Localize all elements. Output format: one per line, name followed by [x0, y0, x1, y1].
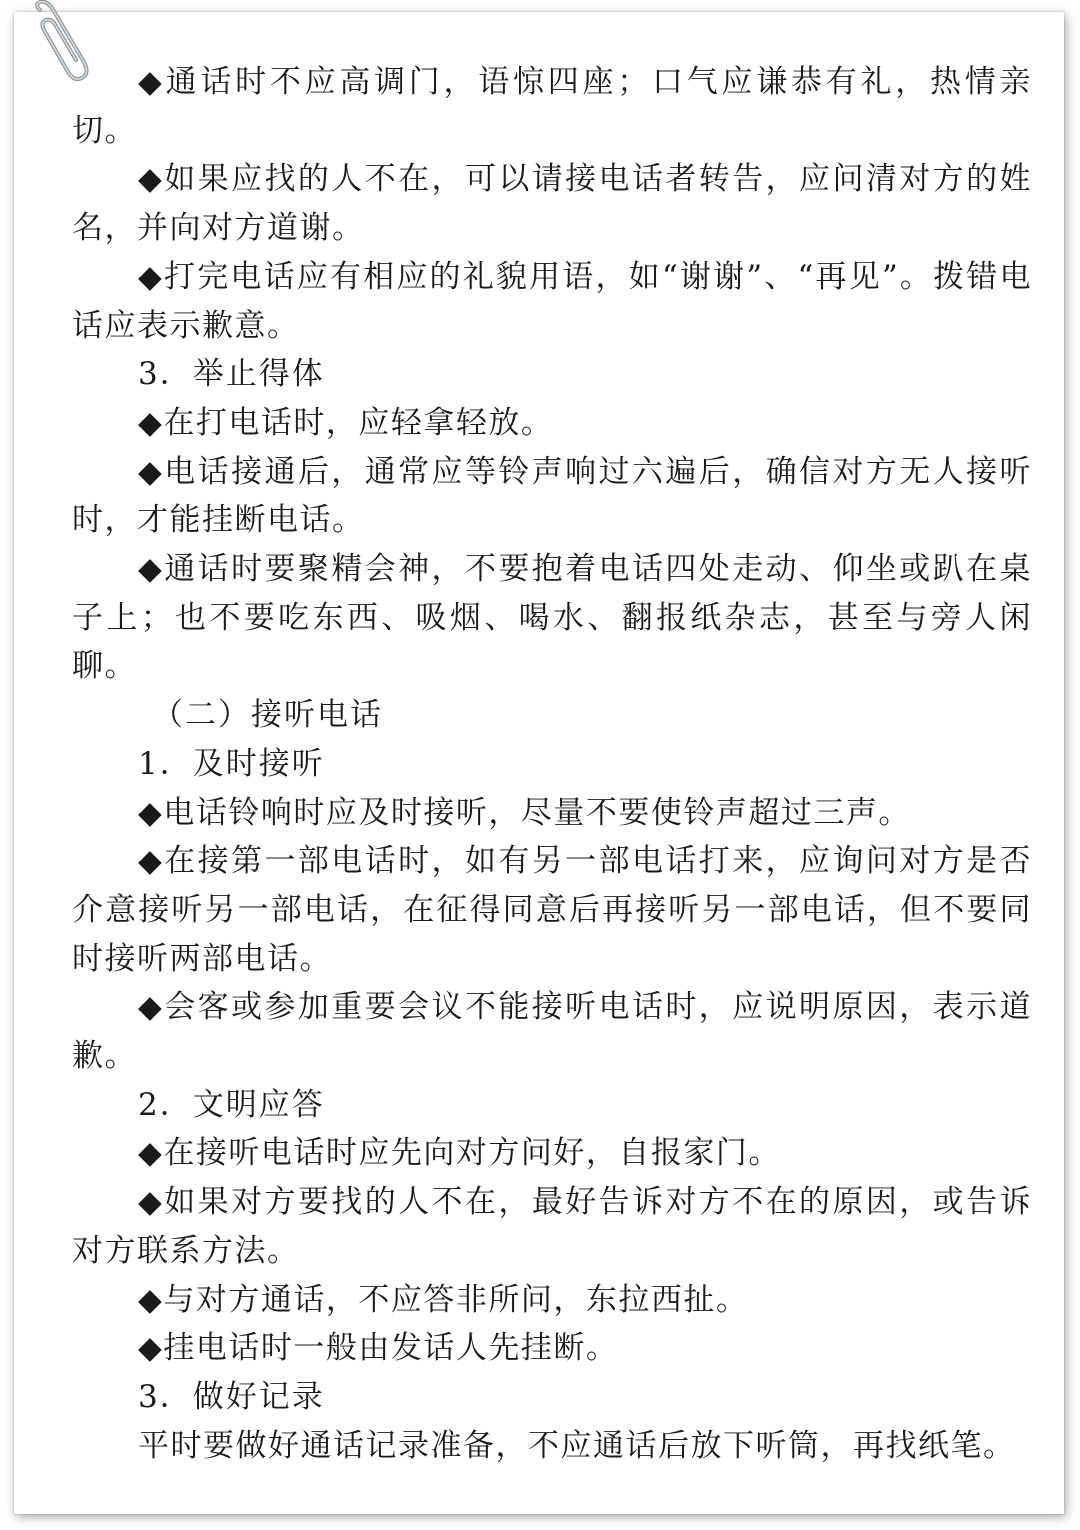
bullet-paragraph: ◆在打电话时，应轻拿轻放。: [138, 404, 554, 441]
document-body: [72, 58, 1032, 1470]
bullet-paragraph: ◆电话铃响时应及时接听，尽量不要使铃声超过三声。: [138, 794, 911, 831]
section-heading: 3．举止得体: [138, 356, 325, 393]
bullet-paragraph: ◆如果对方要找的人不在，最好告诉对方不在的原因，或告诉对方联系方法。: [72, 1184, 1032, 1269]
bullet-paragraph: ◆如果应找的人不在，可以请接电话者转告，应问清对方的姓名，并向对方道谢。: [72, 161, 1032, 247]
bullet-paragraph: ◆与对方通话，不应答非所问，东拉西扯。: [138, 1281, 749, 1318]
bullet-paragraph: ◆在接听电话时应先向对方问好，自报家门。: [138, 1135, 781, 1172]
bullet-paragraph: ◆挂电话时一般由发话人先挂断。: [138, 1330, 619, 1367]
bullet-paragraph: ◆通话时不应高调门，语惊四座；口气应谦恭有礼，热情亲切。: [72, 64, 1032, 149]
bullet-paragraph: ◆在接第一部电话时，如有另一部电话打来，应询问对方是否介意接听另一部电话，在征得同意后再接听另一部电话，但不要同时接听两部电话。: [72, 843, 1032, 977]
bullet-paragraph: ◆电话接通后，通常应等铃声响过六遍后，确信对方无人接听时，才能挂断电话。: [72, 453, 1032, 539]
bullet-paragraph: 平时要做好通话记录准备，不应通话后放下听筒，再找纸笔。: [138, 1427, 1016, 1464]
bullet-paragraph: ◆会客或参加重要会议不能接听电话时，应说明原因，表示道歉。: [72, 989, 1032, 1075]
chapter-heading: （二）接听电话: [152, 697, 383, 734]
section-heading: 3．做好记录: [138, 1378, 325, 1415]
bullet-paragraph: ◆打完电话应有相应的礼貌用语，如“谢谢”、“再见”。拨错电话应表示歉意。: [72, 258, 1032, 344]
bullet-paragraph: ◆通话时要聚精会神，不要抱着电话四处走动、仰坐或趴在桌子上；也不要吃东西、吸烟、喝水、翻报纸杂志，甚至与旁人闲聊。: [72, 551, 1032, 685]
section-heading: 1．及时接听: [138, 745, 325, 782]
section-heading: 2．文明应答: [138, 1086, 325, 1123]
